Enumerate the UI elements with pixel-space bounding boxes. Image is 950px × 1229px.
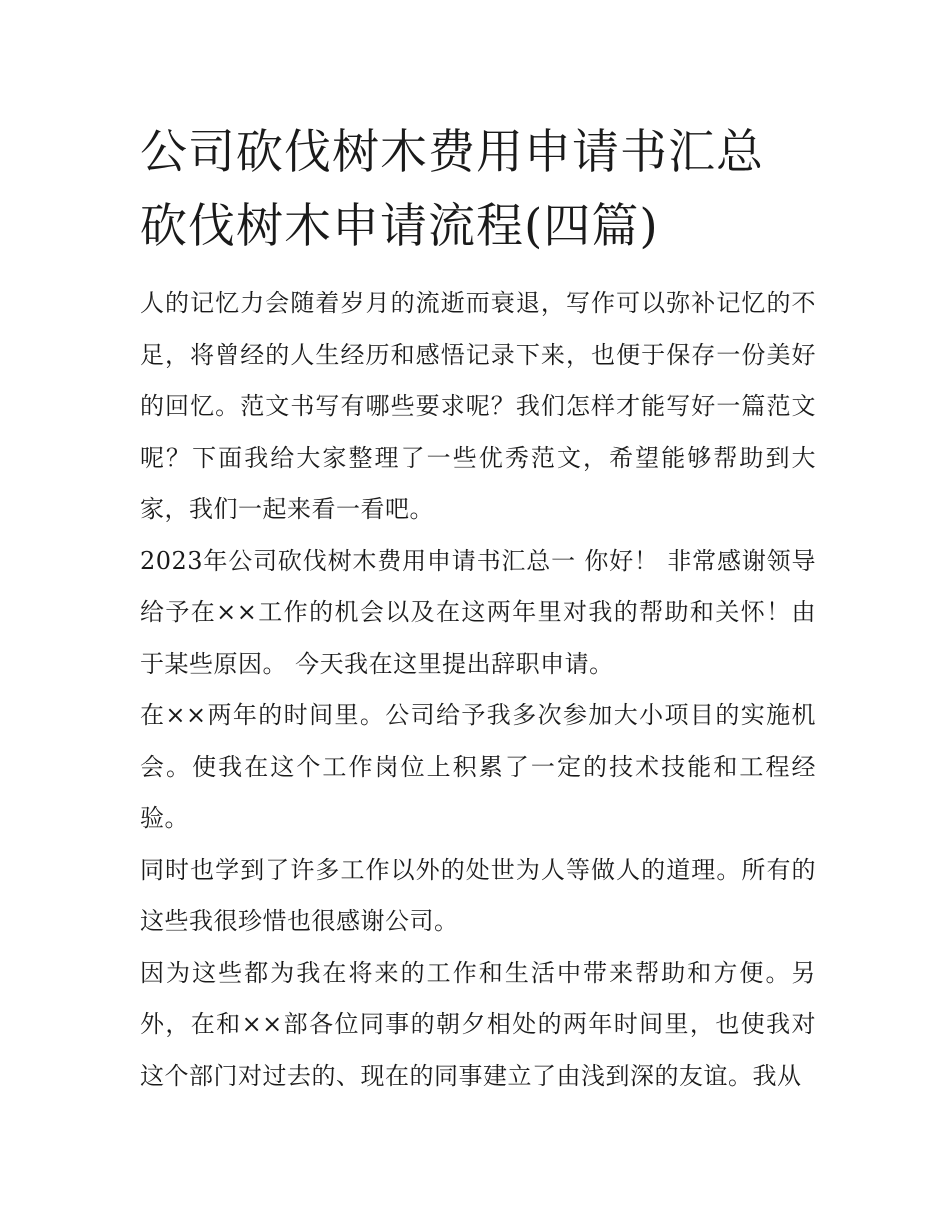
paragraph-learning: 同时也学到了许多工作以外的处世为人等做人的道理。所有的这些我很珍惜也很感谢公司。 [140, 855, 816, 935]
paragraph-experience: 在××两年的时间里。公司给予我多次参加大小项目的实施机会。使我在这个工作岗位上积累了一定的技术技能和工程经验。 [140, 701, 816, 832]
paragraph-intro: 人的记忆力会随着岁月的流逝而衰退，写作可以弥补记忆的不足，将曾经的人生经历和感悟记录下来，也便于保存一份美好的回忆。范文书写有哪些要求呢？我们怎样才能写好一篇范文呢？下面我给大家整理了一些优秀范文，希望能够帮助到大家，我们一起来看一看吧。 [140, 289, 816, 523]
paragraph-gratitude: 因为这些都为我在将来的工作和生活中带来帮助和方便。另外，在和××部各位同事的朝夕相处的两年时间里，也使我对这个部门对过去的、现在的同事建立了由浅到深的友谊。我从 [140, 958, 816, 1090]
title-line-2: 砍伐树木申请流程(四篇) [140, 199, 659, 254]
paragraph-greeting: 2023年公司砍伐树木费用申请书汇总一 你好！ 非常感谢领导给予在××工作的机会以及在这两年里对我的帮助和关怀！由于某些原因。 今天我在这里提出辞职申请。 [140, 546, 816, 678]
document-body [140, 278, 816, 1102]
title-line-1: 公司砍伐树木费用申请书汇总 [140, 125, 764, 180]
document-title [140, 116, 820, 264]
